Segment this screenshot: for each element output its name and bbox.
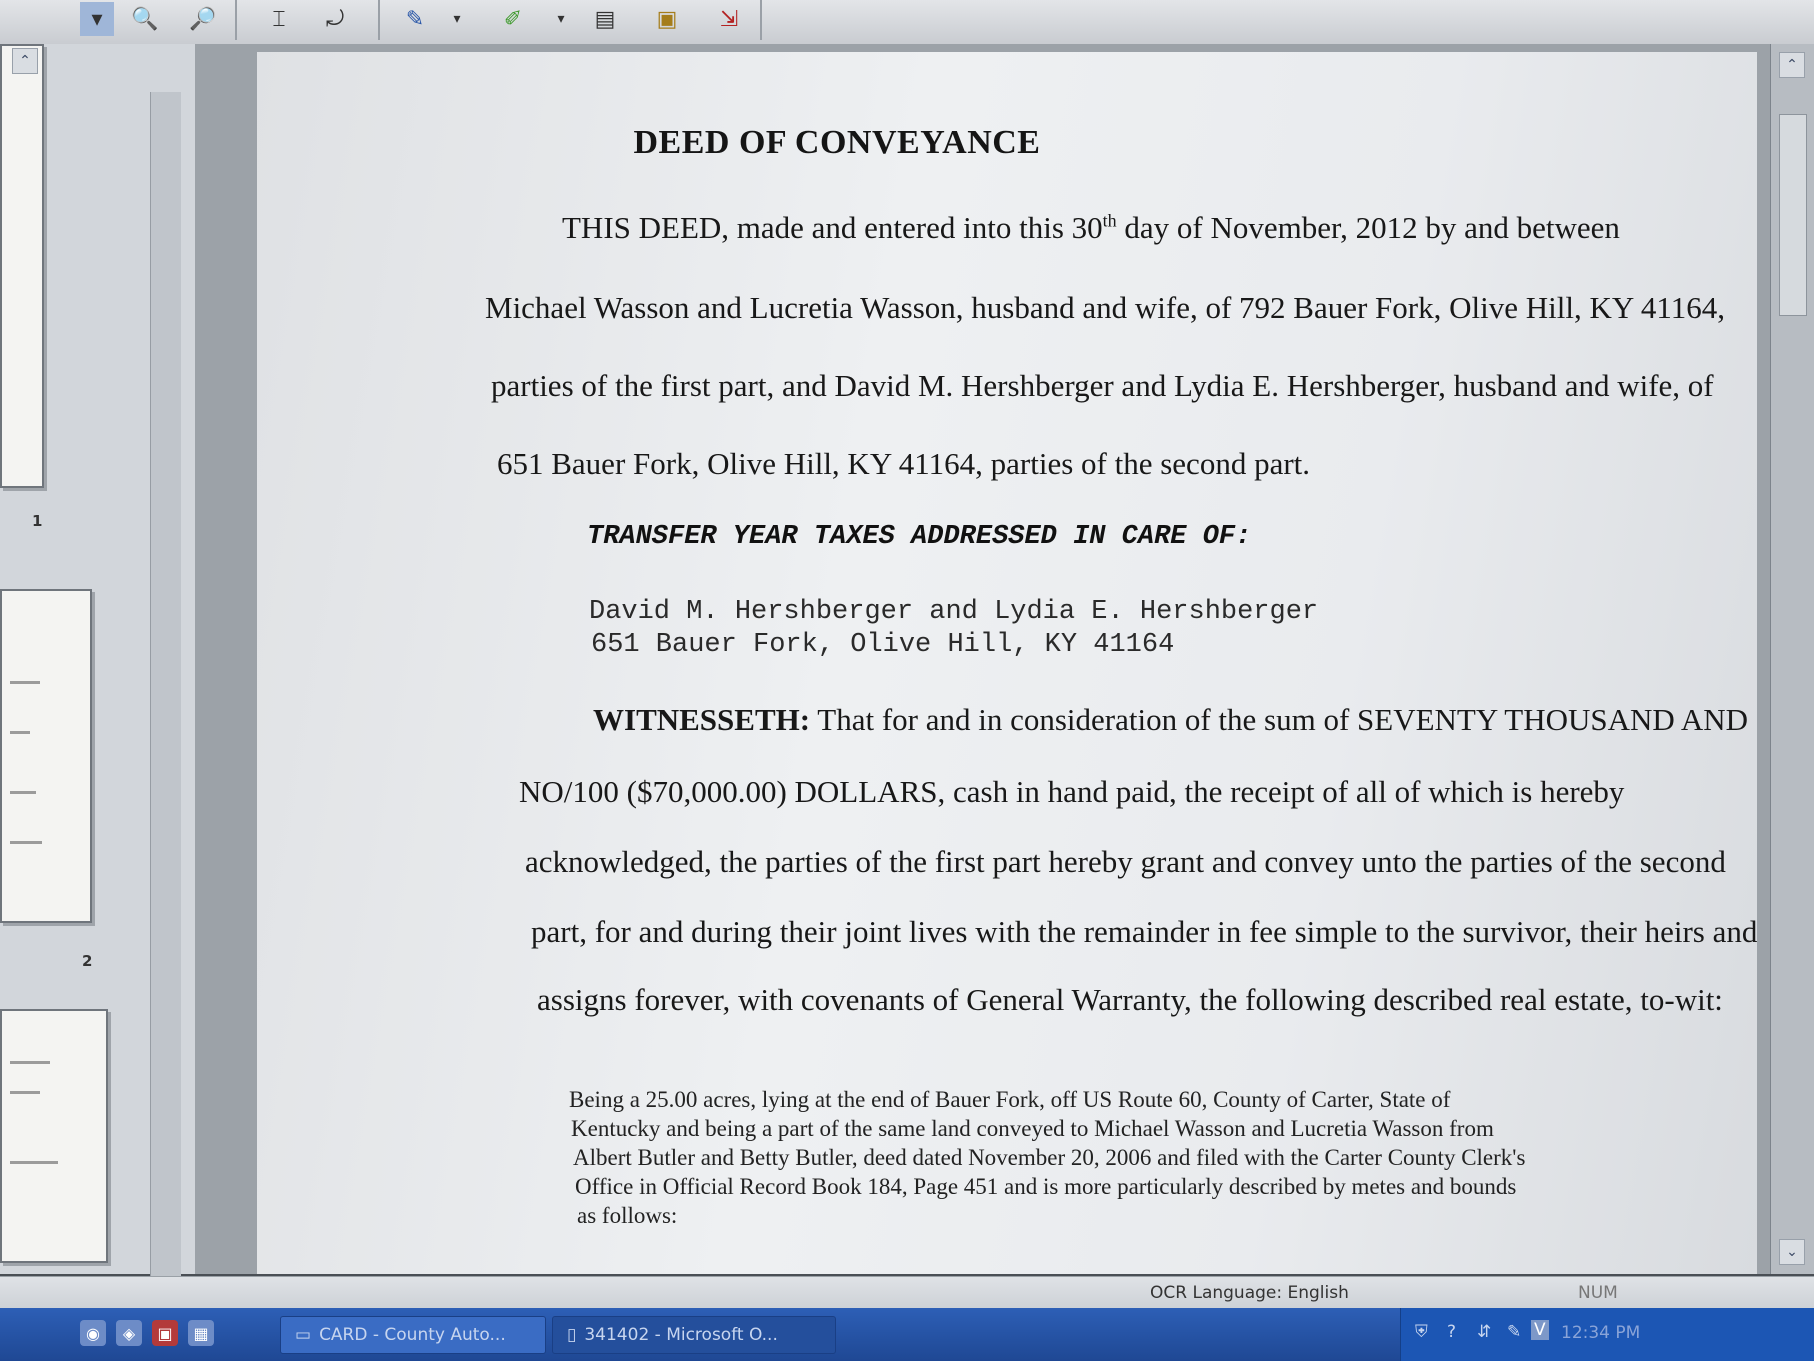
network-icon[interactable]: ⇵ (1477, 1322, 1492, 1342)
document-icon[interactable]: ▤ (594, 6, 616, 32)
chevron-down-icon[interactable]: ⌄ (1779, 1239, 1805, 1265)
toolbar-divider (378, 0, 380, 40)
dropdown-toggle-icon[interactable]: ▾ (80, 2, 114, 36)
chevron-up-icon[interactable]: ⌃ (1779, 52, 1805, 78)
witnesseth-line: assigns forever, with covenants of General Warranty, the following described real estate, to-wit: (537, 982, 1723, 1017)
language-icon[interactable]: ✎ (1507, 1322, 1522, 1342)
rotate-icon[interactable]: ⤾ (325, 6, 345, 32)
legal-description-line: as follows: (577, 1203, 678, 1228)
image-icon[interactable]: ▣ (656, 6, 678, 32)
legal-description-line: Albert Butler and Betty Butler, deed dated November 20, 2006 and filed with the Carter County Clerk's (573, 1145, 1526, 1170)
thumbnail-scrollbar[interactable] (150, 92, 181, 1312)
page-number-label: 1 (32, 512, 43, 530)
scrollbar-thumb[interactable] (1779, 114, 1807, 316)
quick-launch-icon[interactable]: ◉ (80, 1320, 106, 1346)
deed-paragraph-line: Michael Wasson and Lucretia Wasson, husband and wife, of 792 Bauer Fork, Olive Hill, KY 41164, (485, 290, 1725, 325)
num-lock-indicator: NUM (1578, 1283, 1618, 1303)
legal-description-line: Kentucky and being a part of the same land conveyed to Michael Wasson and Lucretia Wasson from (571, 1116, 1494, 1141)
clock: 12:34 PM (1561, 1323, 1641, 1343)
vs-tray-icon[interactable]: V (1531, 1320, 1549, 1340)
ocr-language-status: OCR Language: English (1150, 1283, 1349, 1303)
tax-recipient-address: 651 Bauer Fork, Olive Hill, KY 41164 (591, 630, 1175, 660)
chevron-down-icon[interactable]: ▾ (453, 11, 461, 27)
legal-description-line: Office in Official Record Book 184, Page 451 and is more particularly described by metes and bounds (575, 1174, 1517, 1199)
toolbar-divider (760, 0, 762, 40)
page-thumbnail[interactable] (0, 44, 44, 488)
taskbar (0, 1308, 1814, 1361)
deed-paragraph-line: parties of the first part, and David M. Hershberger and Lydia E. Hershberger, husband and wife, of (491, 368, 1714, 403)
export-icon[interactable]: ⇲ (719, 6, 739, 32)
select-text-icon[interactable]: ⌶ (272, 6, 286, 32)
deed-paragraph-line: THIS DEED, made and entered into this 30th day of November, 2012 by and between (562, 210, 1620, 245)
system-tray (1400, 1308, 1814, 1361)
taskbar-button-label: CARD - County Auto... (319, 1325, 506, 1345)
tax-heading: TRANSFER YEAR TAXES ADDRESSED IN CARE OF: (587, 522, 1252, 552)
quick-launch-icon[interactable]: ◈ (116, 1320, 142, 1346)
window-icon: ▯ (567, 1325, 577, 1345)
document-page (257, 52, 1757, 1274)
chevron-up-icon[interactable]: ⌃ (12, 48, 38, 74)
highlighter-icon[interactable]: ✐ (503, 6, 523, 32)
thumbnail-pane (0, 44, 197, 1274)
toolbar (0, 0, 1814, 46)
taskbar-button[interactable] (280, 1316, 546, 1354)
quick-launch-icon[interactable]: ▣ (152, 1320, 178, 1346)
legal-description-line: Being a 25.00 acres, lying at the end of Bauer Fork, off US Route 60, County of Carter, State of (569, 1087, 1451, 1112)
zoom-in-icon[interactable]: 🔍 (131, 6, 159, 32)
document-scrollbar[interactable] (1770, 44, 1814, 1274)
zoom-out-icon[interactable]: 🔎 (189, 6, 217, 32)
page-thumbnail[interactable] (0, 589, 92, 923)
toolbar-divider (235, 0, 237, 40)
quick-launch-icon[interactable]: ▦ (188, 1320, 214, 1346)
tax-recipient-name: David M. Hershberger and Lydia E. Hershberger (589, 597, 1319, 627)
witnesseth-line: WITNESSETH: That for and in consideration of the sum of SEVENTY THOUSAND AND (593, 702, 1748, 737)
deed-paragraph-line: 651 Bauer Fork, Olive Hill, KY 41164, parties of the second part. (497, 446, 1311, 481)
witnesseth-line: part, for and during their joint lives with the remainder in fee simple to the survivor, their heirs and (531, 914, 1757, 949)
help-icon[interactable]: ? (1447, 1322, 1457, 1342)
document-title: DEED OF CONVEYANCE (633, 124, 1041, 161)
page-number-label: 2 (82, 952, 93, 970)
taskbar-button[interactable] (552, 1316, 836, 1354)
witnesseth-line: acknowledged, the parties of the first part hereby grant and convey unto the parties of the second (525, 844, 1726, 879)
status-bar (0, 1276, 1814, 1309)
page-thumbnail[interactable] (0, 1009, 108, 1263)
taskbar-button-label: 341402 - Microsoft O... (584, 1325, 778, 1345)
shield-icon[interactable]: ⛨ (1415, 1322, 1428, 1342)
pen-icon[interactable]: ✎ (405, 6, 425, 32)
window-icon: ▭ (295, 1325, 312, 1345)
chevron-down-icon[interactable]: ▾ (557, 11, 565, 27)
document-viewport (195, 44, 1770, 1274)
witnesseth-line: NO/100 ($70,000.00) DOLLARS, cash in hand paid, the receipt of all of which is hereby (519, 774, 1625, 809)
